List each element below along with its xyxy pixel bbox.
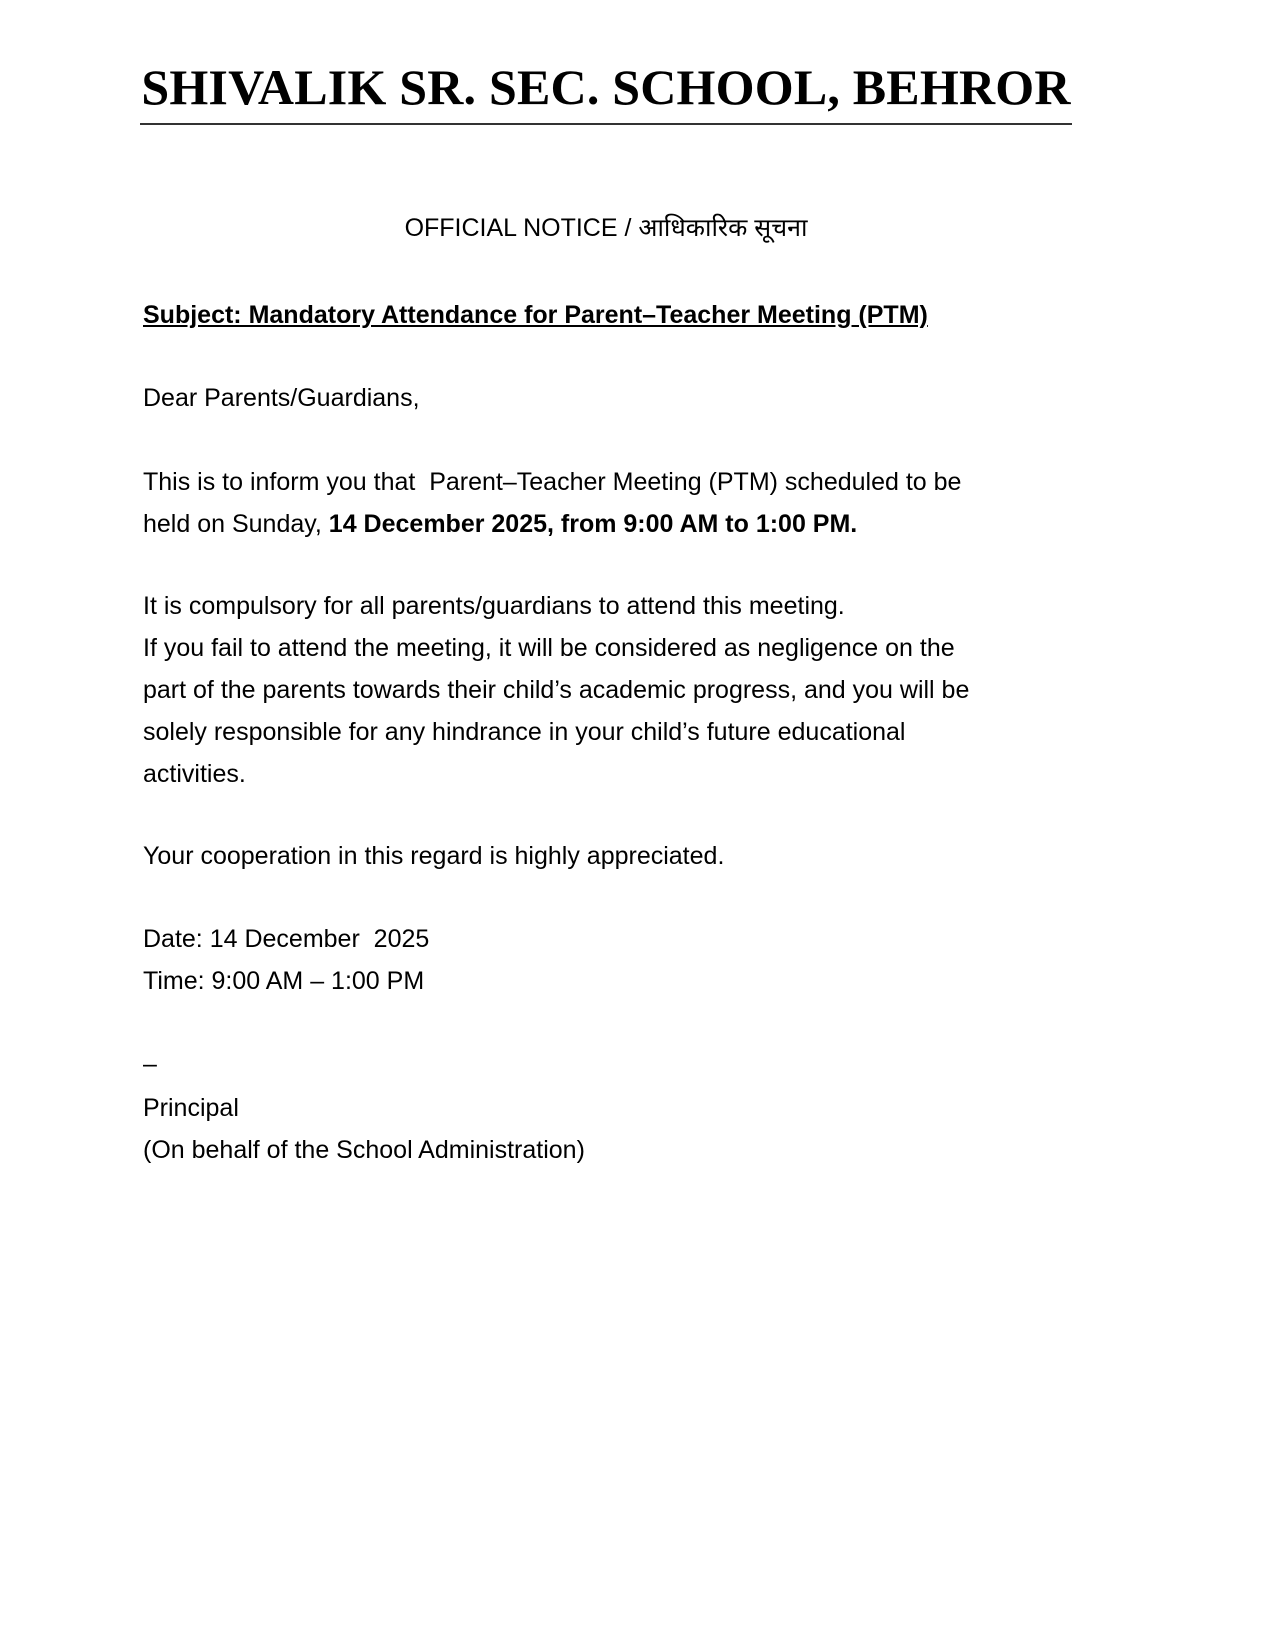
paragraph-line: It is compulsory for all parents/guardians to attend this meeting. [143, 592, 845, 620]
closing-line: Your cooperation in this regard is highly appreciated. [143, 842, 725, 870]
meeting-details [143, 918, 1143, 1002]
paragraph-line: If you fail to attend the meeting, it will be considered as negligence on the [143, 634, 955, 662]
paragraph-line: This is to inform you that Parent–Teacher Meeting (PTM) scheduled to be [143, 468, 962, 496]
salutation: Dear Parents/Guardians, [143, 384, 420, 412]
time-line: Time: 9:00 AM – 1:00 PM [143, 967, 425, 995]
paragraph-line [143, 503, 1143, 545]
meeting-datetime-bold: 14 December 2025, from 9:00 AM to 1:00 PM. [328, 510, 858, 538]
signatory-subtitle: (On behalf of the School Administration) [143, 1136, 585, 1164]
signature-dash: – [143, 1050, 157, 1078]
paragraph-announcement [143, 461, 1143, 545]
signature-block [143, 1087, 1143, 1171]
paragraph-line: part of the parents towards their child’s academic progress, and you will be [143, 676, 970, 704]
paragraph-line: solely responsible for any hindrance in your child’s future educational [143, 718, 906, 746]
subject-line: Subject: Mandatory Attendance for Parent–Teacher Meeting (PTM) [143, 301, 928, 329]
paragraph-compulsory [143, 585, 1143, 795]
paragraph-line: activities. [143, 760, 246, 788]
paragraph-text: held on Sunday, [143, 510, 329, 538]
header-divider [140, 123, 1072, 125]
date-line: Date: 14 December 2025 [143, 925, 430, 953]
notice-title: OFFICIAL NOTICE / आधिकारिक सूचना [404, 214, 808, 242]
signatory-title: Principal [143, 1094, 239, 1122]
school-name-heading: SHIVALIK SR. SEC. SCHOOL, BEHROR [141, 59, 1071, 115]
